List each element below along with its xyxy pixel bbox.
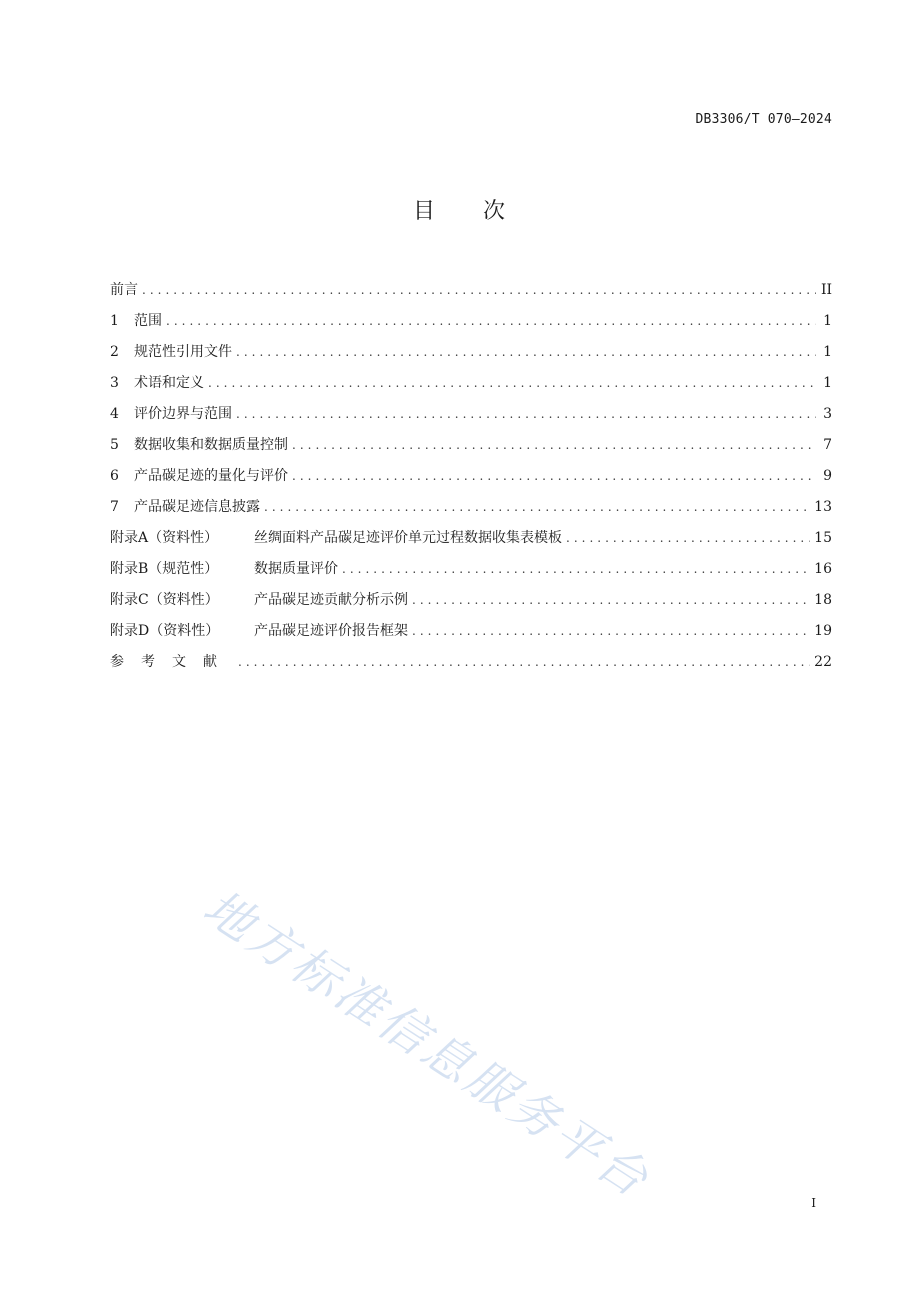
toc-entry-number: 1 (110, 313, 119, 329)
dot-leader (208, 373, 816, 393)
toc-entry-annex-c[interactable] (110, 590, 832, 621)
toc-entry-page: 7 (823, 437, 832, 453)
dot-leader (142, 280, 816, 300)
page-title-char-1: 目 (412, 199, 437, 224)
dot-leader (292, 466, 816, 486)
toc-entry-number: 7 (110, 499, 119, 515)
toc-entry-scope[interactable] (110, 311, 832, 342)
toc-entry-label: 产品碳足迹贡献分析示例 (254, 592, 408, 608)
toc-entry-terms-definitions[interactable] (110, 373, 832, 404)
dot-leader (412, 621, 810, 641)
toc-entry-page: 9 (823, 468, 832, 484)
toc-entry-number: 3 (110, 375, 119, 391)
watermark-text: 地方标准信息服务平台 (193, 879, 661, 1210)
toc-entry-bibliography[interactable] (110, 652, 832, 683)
dot-leader (166, 311, 816, 331)
toc-entry-page: 18 (814, 592, 832, 608)
toc-entry-number: 6 (110, 468, 119, 484)
toc-entry-page: 13 (814, 499, 832, 515)
toc-entry-page: 15 (814, 530, 832, 546)
toc-entry-label: 数据收集和数据质量控制 (134, 437, 288, 453)
toc-entry-label: 术语和定义 (134, 375, 204, 391)
toc-annex-prefix: 附录B（规范性） (110, 561, 219, 577)
toc-entry-page: 16 (814, 561, 832, 577)
toc-entry-normative-references[interactable] (110, 342, 832, 373)
toc-annex-prefix: 附录A（资料性） (110, 530, 219, 546)
toc-entry-annex-b[interactable] (110, 559, 832, 590)
dot-leader (236, 404, 816, 424)
toc-entry-number: 5 (110, 437, 119, 453)
dot-leader (236, 342, 816, 362)
toc-entry-label: 参考文献 (110, 654, 234, 670)
toc-entry-label: 规范性引用文件 (134, 344, 232, 360)
toc-entry-page: 1 (823, 344, 832, 360)
toc-annex-prefix: 附录D（资料性） (110, 623, 220, 639)
toc-entry-page: 3 (823, 406, 832, 422)
table-of-contents (110, 280, 832, 683)
dot-leader (342, 559, 810, 579)
dot-leader (264, 497, 810, 517)
toc-entry-page: 1 (823, 375, 832, 391)
toc-entry-label: 产品碳足迹信息披露 (134, 499, 260, 515)
toc-entry-label: 前言 (110, 282, 138, 298)
dot-leader (566, 528, 810, 548)
toc-entry-label: 数据质量评价 (254, 561, 338, 577)
toc-entry-number: 4 (110, 406, 119, 422)
page-title (0, 194, 920, 225)
dot-leader (412, 590, 810, 610)
toc-entry-annex-d[interactable] (110, 621, 832, 652)
toc-entry-label: 产品碳足迹评价报告框架 (254, 623, 408, 639)
page-title-char-2: 次 (483, 199, 508, 224)
toc-entry-page: 22 (814, 654, 832, 670)
toc-entry-quantification[interactable] (110, 466, 832, 497)
toc-entry-label: 丝绸面料产品碳足迹评价单元过程数据收集表模板 (254, 530, 562, 546)
toc-entry-page: II (820, 282, 832, 298)
toc-entry-page: 1 (823, 313, 832, 329)
toc-entry-data-collection[interactable] (110, 435, 832, 466)
toc-entry-evaluation-boundary[interactable] (110, 404, 832, 435)
toc-entry-number: 2 (110, 344, 119, 360)
toc-entry-disclosure[interactable] (110, 497, 832, 528)
toc-entry-label: 评价边界与范围 (134, 406, 232, 422)
dot-leader (292, 435, 816, 455)
toc-annex-prefix: 附录C（资料性） (110, 592, 219, 608)
page-number: I (811, 1196, 816, 1210)
dot-leader (238, 652, 810, 672)
toc-entry-label: 范围 (134, 313, 162, 329)
toc-entry-label: 产品碳足迹的量化与评价 (134, 468, 288, 484)
toc-entry-foreword[interactable] (110, 280, 832, 311)
toc-entry-annex-a[interactable] (110, 528, 832, 559)
toc-entry-page: 19 (814, 623, 832, 639)
document-code: DB3306/T 070—2024 (695, 112, 832, 127)
